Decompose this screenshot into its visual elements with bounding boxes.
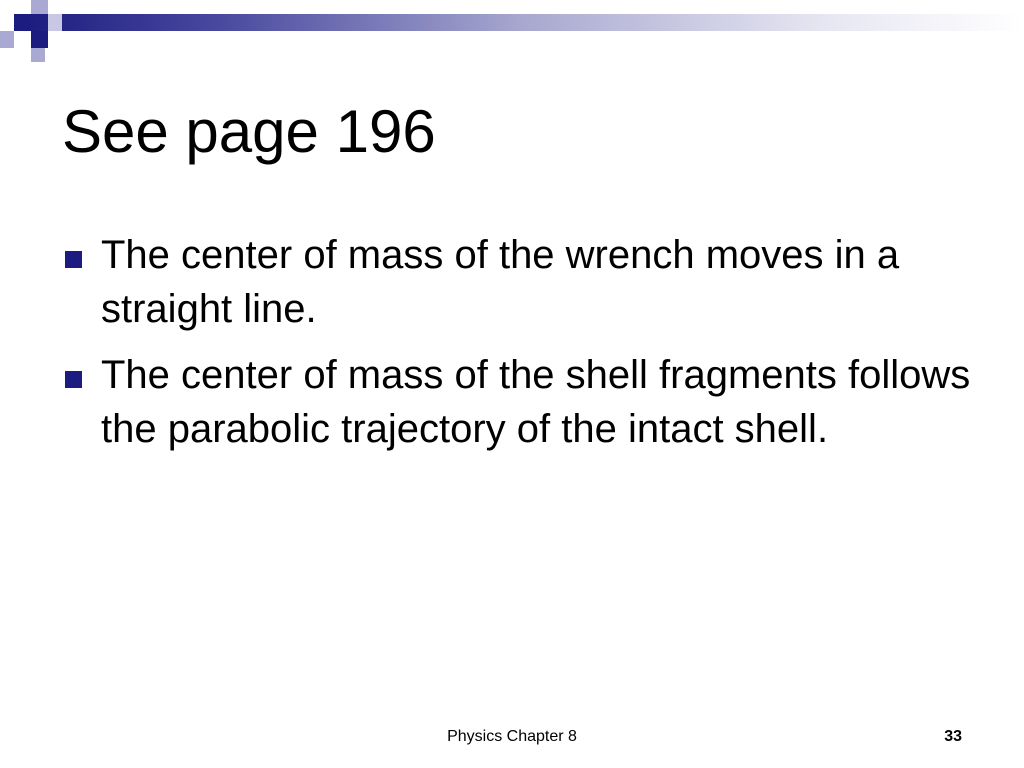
square-bullet-icon bbox=[65, 371, 82, 388]
decor-square bbox=[31, 48, 45, 62]
header-gradient-band bbox=[24, 14, 1024, 31]
bullet-item bbox=[62, 348, 982, 456]
bullet-text: The center of mass of the shell fragments follows the parabolic trajectory of the intact shell. bbox=[101, 353, 971, 451]
decor-square bbox=[14, 14, 31, 31]
decor-square bbox=[48, 31, 62, 45]
decor-square bbox=[31, 31, 48, 48]
square-bullet-icon bbox=[65, 251, 82, 268]
slide-title: See page 196 bbox=[62, 98, 436, 165]
decor-square bbox=[31, 0, 48, 14]
bullet-item bbox=[62, 228, 982, 336]
decor-square bbox=[48, 14, 62, 31]
bullet-text: The center of mass of the wrench moves in a straight line. bbox=[101, 233, 900, 331]
decor-square bbox=[0, 31, 14, 48]
bullet-list bbox=[62, 228, 982, 468]
page-number: 33 bbox=[944, 728, 962, 745]
footer-text: Physics Chapter 8 bbox=[447, 728, 577, 745]
